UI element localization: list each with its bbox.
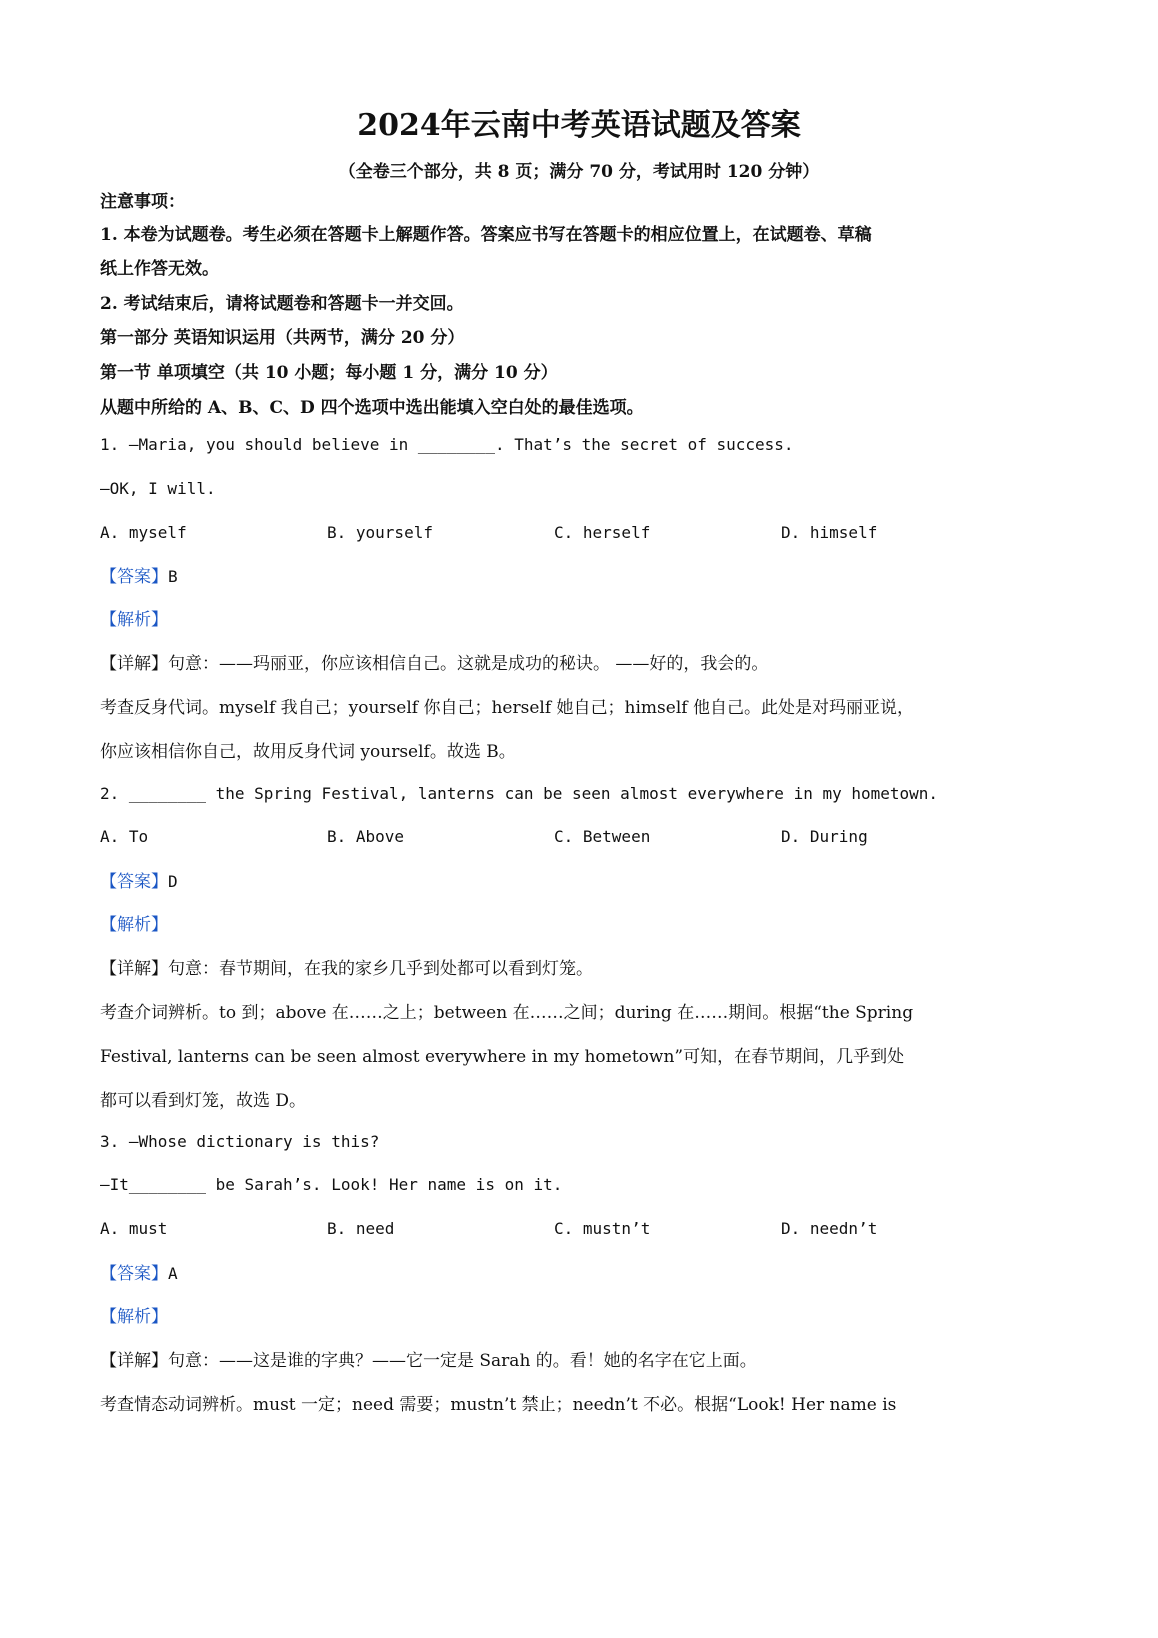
question-2-detail-3: Festival, lanterns can be seen almost everywhere in my hometown”可知，在春节期间，几乎到处 (100, 1047, 905, 1067)
answer-value: B (168, 567, 178, 586)
question-1-detail-2: 考查反身代词。myself 我自己；yourself 你自己；herself 她自己；himself 他自己。此处是对玛丽亚说， (100, 698, 914, 718)
question-3-detail-1: 【详解】句意：——这是谁的字典？——它一定是 Sarah 的。看！她的名字在它上面。 (100, 1351, 757, 1371)
question-1-option-c: C. herself (554, 523, 651, 542)
question-2-option-b: B. Above (327, 827, 405, 846)
exam-info: （全卷三个部分，共 8 页；满分 70 分，考试用时 120 分钟） (338, 162, 820, 182)
question-3-option-b: B. need (327, 1219, 395, 1238)
question-2-option-d: D. During (781, 827, 868, 846)
question-2-detail-2: 考查介词辨析。to 到；above 在……之上；between 在……之间；during 在……期间。根据“the Spring (100, 1003, 914, 1023)
answer-tag: 【答案】 (100, 567, 168, 587)
question-3-option-d: D. needn’t (781, 1219, 878, 1238)
answer-tag: 【答案】 (100, 1264, 168, 1284)
part-heading: 第一部分 英语知识运用（共两节，满分 20 分） (100, 328, 465, 348)
page-title: 2024年云南中考英语试题及答案 (357, 108, 801, 143)
question-2-option-a: A. To (100, 827, 149, 846)
question-2-analysis-tag: 【解析】 (100, 915, 168, 935)
question-2-detail-4: 都可以看到灯笼，故选 D。 (100, 1091, 307, 1111)
question-3-analysis-tag: 【解析】 (100, 1307, 168, 1327)
question-1-option-d: D. himself (781, 523, 878, 542)
question-1-reply: —OK, I will. (100, 479, 216, 498)
question-2-option-c: C. Between (554, 827, 651, 846)
question-3-detail-2: 考查情态动词辨析。must 一定；need 需要；mustn’t 禁止；needn’t 不必。根据“Look! Her name is (100, 1395, 897, 1415)
section-instruction: 从题中所给的 A、B、C、D 四个选项中选出能填入空白处的最佳选项。 (100, 398, 644, 418)
question-1-detail-1: 【详解】句意：——玛丽亚，你应该相信自己。这就是成功的秘诀。 ——好的，我会的。 (100, 654, 769, 674)
question-1-detail-3: 你应该相信你自己，故用反身代词 yourself。故选 B。 (100, 742, 516, 762)
question-2-stem: 2. ________ the Spring Festival, lanterns can be seen almost everywhere in my hometown. (100, 784, 939, 803)
question-3-reply: —It________ be Sarah’s. Look! Her name is on it. (100, 1175, 563, 1194)
question-2-answer (100, 867, 178, 892)
question-3-option-c: C. mustn’t (554, 1219, 651, 1238)
question-3-answer (100, 1259, 178, 1284)
answer-value: D (168, 872, 178, 891)
notice-item-1-cont: 纸上作答无效。 (100, 259, 219, 279)
answer-value: A (168, 1264, 178, 1283)
question-3-option-a: A. must (100, 1219, 168, 1238)
notice-heading: 注意事项： (100, 192, 185, 212)
question-2-detail-1: 【详解】句意：春节期间，在我的家乡几乎到处都可以看到灯笼。 (100, 959, 593, 979)
section-heading: 第一节 单项填空（共 10 小题；每小题 1 分，满分 10 分） (100, 363, 558, 383)
answer-tag: 【答案】 (100, 872, 168, 892)
question-1-option-a: A. myself (100, 523, 187, 542)
question-1-analysis-tag: 【解析】 (100, 610, 168, 630)
question-1-answer (100, 562, 178, 587)
question-1-option-b: B. yourself (327, 523, 433, 542)
notice-item-2: 2. 考试结束后，请将试题卷和答题卡一并交回。 (100, 294, 464, 314)
question-1-stem: 1. —Maria, you should believe in ________. That’s the secret of success. (100, 435, 794, 454)
notice-item-1: 1. 本卷为试题卷。考生必须在答题卡上解题作答。答案应书写在答题卡的相应位置上，在试题卷、草稿 (100, 225, 872, 245)
question-3-stem: 3. —Whose dictionary is this? (100, 1132, 380, 1151)
